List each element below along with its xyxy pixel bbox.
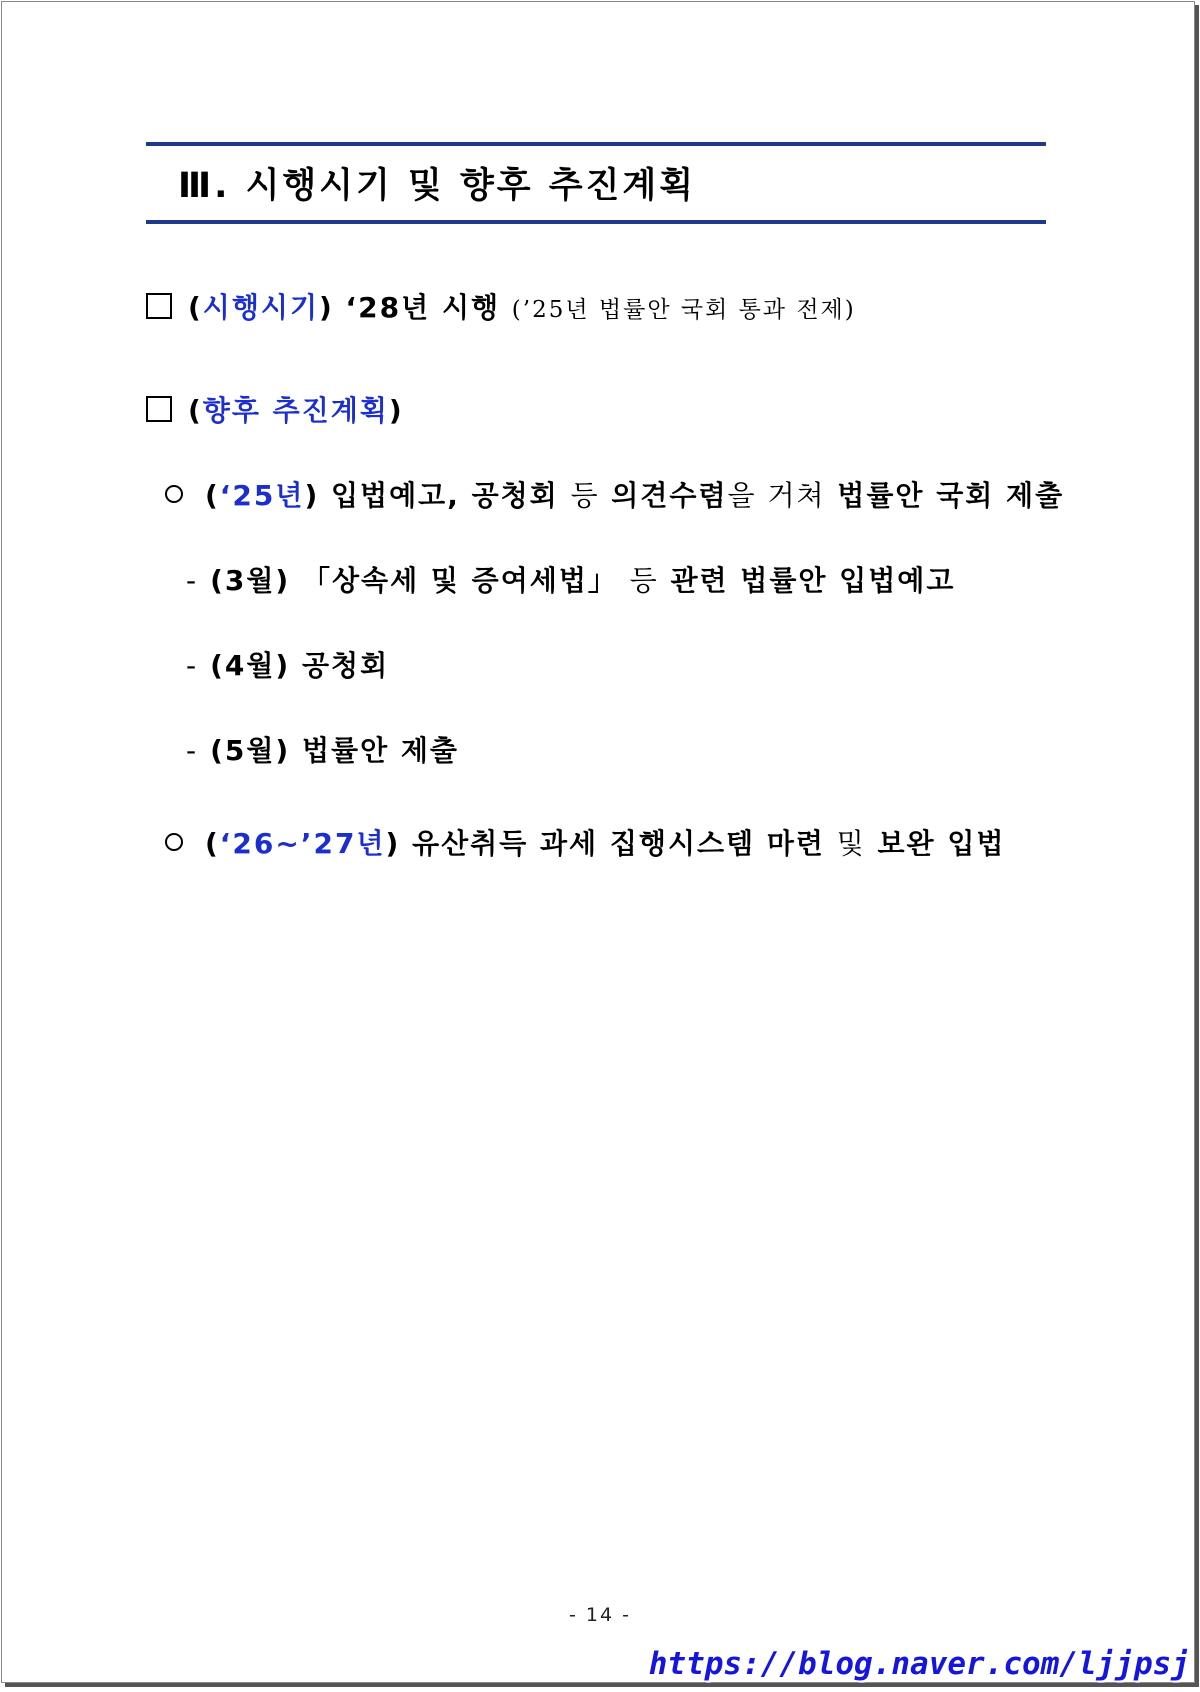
item-label-future-plan: 향후 추진계획 [202,394,389,427]
bullet-item-future-plan [146,389,404,429]
paren-close: ) [385,827,401,860]
sub-item-text: 입법예고, 공청회 [331,479,559,512]
circle-bullet-icon [165,485,183,503]
detail-month: (5월) [210,734,291,767]
section-title: Ⅲ. 시행시기 및 향후 추진계획 [178,166,697,206]
implementation-note: (’25년 법률안 국회 통과 전제) [511,297,856,323]
detail-text: 법률안 제출 [301,734,459,767]
detail-item-april [186,644,389,684]
sub-item-label-2026-2027: ‘26~’27년 [219,827,386,860]
bullet-item-implementation-date [146,286,856,326]
paren-close: ) [304,479,320,512]
detail-item-may [186,729,459,769]
paren-open: ( [188,291,203,324]
square-bullet-icon [146,396,172,422]
detail-text: 등 [629,564,659,597]
item-label-implementation: 시행시기 [202,291,319,324]
dash-bullet: - [186,564,199,597]
detail-item-march [186,559,955,599]
sub-item-label-2025: ‘25년 [219,479,305,512]
sub-item-text: 법률안 국회 제출 [837,479,1065,512]
detail-month: (3월) [210,564,291,597]
page-number: - 14 - [569,1604,631,1626]
sub-item-text: 유산취득 과세 집행시스템 마련 [412,827,825,860]
dash-bullet: - [186,649,199,682]
blog-watermark: https://blog.naver.com/ljjpsj [648,1646,1190,1682]
detail-text: 관련 법률안 입법예고 [670,564,956,597]
sub-item-text: 및 [836,827,866,860]
sub-item-text: 등 [570,479,600,512]
sub-item-text: 을 거쳐 [727,479,826,512]
implementation-year: ‘28년 시행 [345,291,501,324]
circle-bullet-icon [165,833,183,851]
sub-item-2026-2027 [165,822,1005,862]
detail-month: (4월) [210,649,291,682]
detail-text: 공청회 [301,649,390,682]
section-title-block [146,142,1046,224]
paren-close: ) [319,291,334,324]
law-name: 「상속세 및 증여세법」 [301,564,618,597]
paren-close: ) [388,394,404,427]
sub-item-text: 의견수렴 [611,479,728,512]
paren-open: ( [205,827,220,860]
paren-open: ( [188,394,203,427]
sub-item-2025 [165,474,1064,514]
paren-open: ( [205,479,220,512]
square-bullet-icon [146,293,172,319]
sub-item-text: 보완 입법 [877,827,1006,860]
dash-bullet: - [186,734,199,767]
